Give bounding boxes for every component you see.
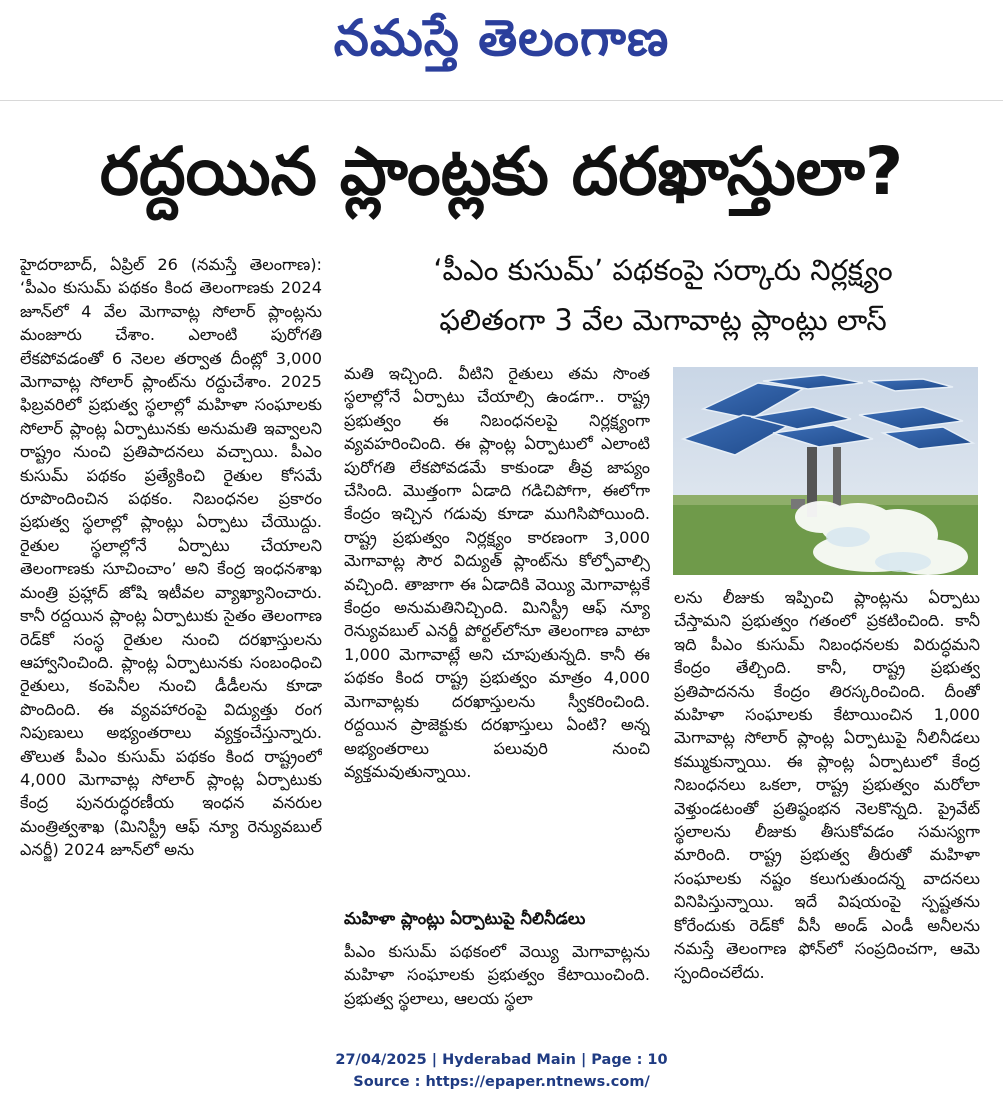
masthead-divider <box>0 100 1003 101</box>
newspaper-logo: నమస్తే తెలంగాణ <box>333 9 670 67</box>
article-text: మతి ఇచ్చింది. వీటిని రైతులు తమ సొంత స్థలాల్లోనే ఏర్పాటు చేయాల్సి ఉండగా.. రాష్ట్ర ప్రభుత్వం ఈ నిబంధనలపై నిర్లక్ష్యంగా వ్యవహరించింది. ఈ ప్లాంట్ల ఏర్పాటులో ఎలాంటి పురోగతి లేకపోవడమే కాకుండా తీవ్ర జాప్యం చేసింది. మొత్తంగా ఏడాది గడిచిపోగా, ఈలోగా కేంద్రం ఇచ్చిన గడువు కూడా ముగిసిపోయింది. రాష్ట్ర ప్రభుత్వం నిర్లక్ష్యం కారణంగా 3,000 మెగావాట్ల సౌర విద్యుత్ ప్లాంట్‌ను కోల్పోవాల్సి వచ్చింది. తాజాగా ఈ ఏడాదికి వెయ్యి మెగావాట్లకే కేంద్రం అనుమతినిచ్చింది. మినిస్ట్రీ ఆఫ్ న్యూ రెన్యువబుల్ ఎనర్జీ పోర్టల్‌లోనూ తెలంగాణ వాటా 1,000 మెగావాట్లే అని చూపుతున్నది. కానీ ఈ పథకం కింద రాష్ట్ర ప్రభుత్వం మాత్రం 4,000 మెగావాట్లకు దరఖాస్తులను స్వీకరించింది. రద్దయిన ప్రాజెక్టుకు దరఖాస్తులు ఏంటి? అన్న అభ్యంతరాలు పలువురి నుంచి వ్యక్తమవుతున్నాయి. <box>344 364 650 781</box>
article-headline: రద్దయిన ప్లాంట్లకు దరఖాస్తులా? <box>99 133 904 210</box>
deck-line-2: ఫలితంగా 3 వేల మెగావాట్ల ప్లాంట్లు లాస్ <box>439 303 887 337</box>
article-deck <box>343 245 983 355</box>
article-text: లను లీజుకు ఇప్పించి ప్లాంట్లను ఏర్పాటు చేస్తామని ప్రభుత్వం గతంలో ప్రకటించింది. కానీ ఇది పీఎం కుసుమ్ నిబంధనలకు విరుద్ధమని కేంద్రం తేల్చింది. కానీ, రాష్ట్ర ప్రభుత్వ ప్రతిపాదనను కేంద్రం తిరస్కరించింది. దీంతో మహిళా సంఘాలకు కేటాయించిన 1,000 మెగావాట్ల సోలార్ ప్లాంట్ల ఏర్పాటుపై నీలినీడలు కమ్ముకున్నాయి. ఈ ప్లాంట్ల ఏర్పాటులో కేంద్ర నిబంధనలు ఒకలా, రాష్ట్ర ప్రభుత్వం మరోలా వెళ్తుండటంతో ప్రతిష్ఠంభన నెలకొన్నది. ప్రైవేట్ స్థలాలను లీజుకు తీసుకోవడం సమస్యగా మారింది. రాష్ట్ర ప్రభుత్వ తీరుతో మహిళా సంఘాలకు నష్టం కలుగుతుందన్న వాదనలు వినిపిస్తున్నాయి. ఇదే విషయంపై స్పష్టతను కోరేందుకు రెడ్‌కో వీసీ అండ్ ఎండీ అనీలను నమస్తే తెలంగాణ ఫోన్‌లో సంప్రదించగా, ఆమె స్పందించలేదు. <box>674 588 980 982</box>
masthead <box>0 0 1003 80</box>
article-text: హైదరాబాద్, ఏప్రిల్ 26 (నమస్తే తెలంగాణ): ‘పీఎం కుసుమ్ పథకం కింద తెలంగాణకు 2024 జూన్‌లో 4 వేల మెగావాట్ల సోలార్ ప్లాంట్లను మంజూరు చేశాం. ఎలాంటి పురోగతి లేకపోవడంతో 6 నెలల తర్వాత దీంట్లో 3,000 మెగావాట్ల సోలార్ ప్లాంట్‌ను రద్దుచేశాం. 2025 ఫిబ్రవరిలో ప్రభుత్వ స్థలాల్లో మహిళా సంఘాలకు సోలార్ ప్లాంట్ల ఏర్పాటునకు అనుమతి ఇవ్వాలని రాష్ట్రం నుంచి ప్రతిపాదనలు వచ్చాయి. పీఎం కుసుమ్ పథకం ప్రత్యేకించి రైతుల కోసమే రూపొందించిన పథకం. నిబంధనల ప్రకారం ప్రభుత్వ స్థలాల్లో ప్లాంట్లు ఏర్పాటు చేయొద్దు. రైతుల స్థలాల్లోనే ఏర్పాటు చేయాలని తెలంగాణకు సూచించాం’ అని కేంద్ర ఇంధనశాఖ మంత్రి ప్రహ్లాద్ జోషి ఇటీవల వ్యాఖ్యానించారు. కానీ రద్దయిన ప్లాంట్ల ఏర్పాటుకు సైతం తెలంగాణ రెడ్‌కో సంస్థ రైతుల నుంచి దరఖాస్తులను ఆహ్వానించింది. ప్లాంట్ల ఏర్పాటునకు సంబంధించి రైతులు, కంపెనీల నుంచి డీడీలను కూడా పొందింది. ఈ వ్యవహారంపై విద్యుత్తు రంగ నిపుణులు అభ్యంతరాలు వ్యక్తంచేస్తున్నారు. తొలుత పీఎం కుసుమ్ పథకం కింద రాష్ట్రంలో 4,000 మెగావాట్ల సోలార్ ప్లాంట్ల ఏర్పాటుకు కేంద్ర పునరుద్ధరణీయ ఇంధన వనరుల మంత్రిత్వశాఖ (మినిస్ట్రీ ఆఫ్ న్యూ రెన్యువబుల్ ఎనర్జీ) 2024 జూన్‌లో అను <box>20 255 322 860</box>
article-column-3 <box>674 586 980 1026</box>
article-text: పీఎం కుసుమ్ పథకంలో వెయ్యి మెగావాట్లను మహిళా సంఘాలకు ప్రభుత్వం కేటాయించింది. ప్రభుత్వ స్థలాలు, ఆలయ స్థలా <box>344 942 650 1008</box>
deck-line-1: ‘పీఎం కుసుమ్’ పథకంపై సర్కారు నిర్లక్ష్యం <box>433 253 893 287</box>
article-column-2 <box>344 362 650 887</box>
solar-pump-photo <box>673 367 978 575</box>
edition-info: 27/04/2025 | Hyderabad Main | Page : 10 <box>335 1052 668 1068</box>
article-column-2-continued <box>344 940 650 1030</box>
source-link: Source : https://epaper.ntnews.com/ <box>353 1074 650 1090</box>
article-column-1 <box>20 253 322 1033</box>
page-footer <box>0 1049 1003 1099</box>
section-subheading: మహిళా ప్లాంట్లు ఏర్పాటుపై నీలినీడలు <box>344 909 586 928</box>
